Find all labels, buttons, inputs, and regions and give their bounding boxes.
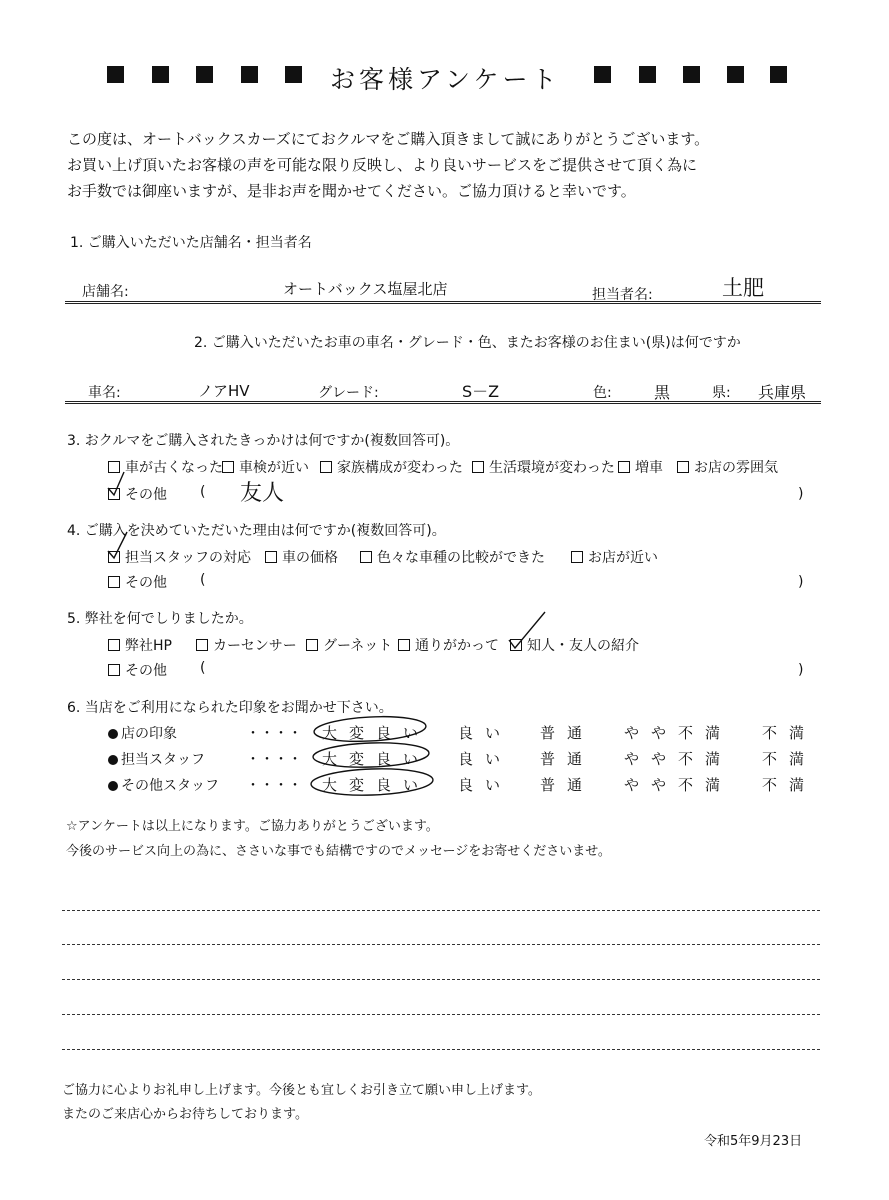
q5-option-1[interactable]: 弊社HP [108, 635, 172, 655]
q4-option-4[interactable]: お店が近い [571, 547, 658, 567]
q4-option-2[interactable]: 車の価格 [265, 547, 338, 567]
q6-row-store: 店の印象 [108, 723, 177, 743]
rating-dissatisfied[interactable]: 不満 [762, 724, 817, 742]
rating-very-good[interactable]: 大変良い [322, 776, 431, 794]
q4-option-3[interactable]: 色々な車種の比較ができた [360, 547, 545, 567]
rating-normal[interactable]: 普通 [540, 750, 595, 768]
color-label: 色: [593, 385, 612, 401]
rating-dissatisfied[interactable]: 不満 [762, 776, 817, 794]
rating-good[interactable]: 良い [458, 750, 513, 768]
q4-label: 4. ご購入を決めていただいた理由は何ですか(複数回答可)。 [67, 523, 446, 539]
car-label: 車名: [88, 385, 121, 401]
pref-label: 県: [712, 385, 731, 401]
pref-value[interactable]: 兵庫県 [758, 383, 807, 402]
staff-value[interactable]: 土肥 [722, 276, 764, 300]
q6-label: 6. 当店をご利用になられた印象をお聞かせ下さい。 [67, 700, 393, 716]
rating-good[interactable]: 良い [458, 776, 513, 794]
q1-label: 1. ご購入いただいた店舗名・担当者名 [70, 235, 312, 251]
message-prompt: 今後のサービス向上の為に、ささいな事でも結構ですのでメッセージをお寄せくださいませ。 [66, 844, 611, 859]
car-value[interactable]: ノアHV [198, 382, 250, 400]
q3-option-4[interactable]: 生活環境が変わった [472, 457, 615, 477]
page-title: お客様アンケート [330, 65, 561, 94]
q3-other-value[interactable]: 友人 [240, 481, 285, 506]
closing-note: ☆アンケートは以上になります。ご協力ありがとうございます。 [66, 819, 439, 834]
check-mark-q3-other [108, 472, 124, 495]
rating-somewhat-dissatisfied[interactable]: やや不満 [624, 776, 733, 794]
rating-somewhat-dissatisfied[interactable]: やや不満 [624, 724, 733, 742]
rating-normal[interactable]: 普通 [540, 776, 595, 794]
q6-separator: ・・・・ [246, 752, 302, 768]
q2-label: 2. ご購入いただいたお車の車名・グレード・色、またお客様のお住まい(県)は何ですか [194, 335, 741, 351]
q3-label: 3. おクルマをご購入されたきっかけは何ですか(複数回答可)。 [67, 433, 460, 449]
grade-value[interactable]: S－Z [462, 382, 500, 401]
q5-paren-close: ) [798, 662, 804, 678]
q5-option-5[interactable]: 知人・友人の紹介 [510, 635, 639, 655]
rating-very-good[interactable]: 大変良い [322, 724, 431, 742]
circle-mark-row-1 [313, 714, 426, 744]
rating-good[interactable]: 良い [458, 724, 513, 742]
store-label: 店舗名: [82, 284, 129, 300]
rating-dissatisfied[interactable]: 不満 [762, 750, 817, 768]
circle-mark-row-3 [311, 767, 434, 797]
q5-other[interactable]: その他 [108, 660, 167, 680]
q3-option-6[interactable]: お店の雰囲気 [677, 457, 778, 477]
q4-option-1[interactable]: 担当スタッフの対応 [108, 547, 251, 567]
q5-label: 5. 弊社を何でしりましたか。 [67, 611, 253, 627]
q6-separator: ・・・・ [246, 726, 302, 742]
staff-label: 担当者名: [592, 287, 653, 303]
rating-very-good[interactable]: 大変良い [322, 750, 431, 768]
q6-separator: ・・・・ [246, 778, 302, 794]
circle-mark-row-2 [313, 741, 430, 769]
q3-paren-open: ( [200, 484, 206, 500]
q3-option-1[interactable]: 車が古くなった [108, 457, 223, 477]
intro-line-1: この度は、オートバックスカーズにておクルマをご購入頂きまして誠にありがとうございます。 [67, 130, 710, 148]
store-value[interactable]: オートバックス塩屋北店 [283, 280, 448, 298]
q4-paren-open: ( [200, 572, 206, 588]
q5-option-4[interactable]: 通りがかって [398, 635, 499, 655]
q3-option-2[interactable]: 車検が近い [222, 457, 309, 477]
q5-option-3[interactable]: グーネット [306, 635, 392, 655]
check-mark-q4-option-1 [108, 532, 127, 558]
q5-option-2[interactable]: カーセンサー [196, 635, 297, 655]
check-mark-q5-option-5 [509, 612, 545, 648]
q4-paren-close: ) [798, 574, 804, 590]
rating-normal[interactable]: 普通 [540, 724, 595, 742]
survey-date: 令和5年9月23日 [704, 1134, 803, 1149]
q5-paren-open: ( [200, 660, 206, 676]
intro-line-3: お手数では御座いますが、是非お声を聞かせてください。ご協力頂けると幸いです。 [67, 182, 636, 200]
footer-line-1: ご協力に心よりお礼申し上げます。今後とも宜しくお引き立て願い申し上げます。 [62, 1083, 541, 1098]
rating-somewhat-dissatisfied[interactable]: やや不満 [624, 750, 733, 768]
q6-row-staff: 担当スタッフ [108, 749, 205, 769]
q3-other[interactable]: その他 [108, 484, 167, 504]
footer-line-2: またのご来店心からお待ちしております。 [62, 1107, 308, 1122]
intro-line-2: お買い上げ頂いたお客様の声を可能な限り反映し、より良いサービスをご提供させて頂く為に [67, 156, 698, 174]
grade-label: グレード: [318, 385, 379, 401]
q6-row-other: その他スタッフ [108, 775, 219, 795]
q4-other[interactable]: その他 [108, 572, 167, 592]
q3-option-3[interactable]: 家族構成が変わった [320, 457, 463, 477]
q3-paren-close: ) [798, 486, 804, 502]
q3-option-5[interactable]: 増車 [618, 457, 663, 477]
color-value[interactable]: 黒 [654, 383, 671, 402]
